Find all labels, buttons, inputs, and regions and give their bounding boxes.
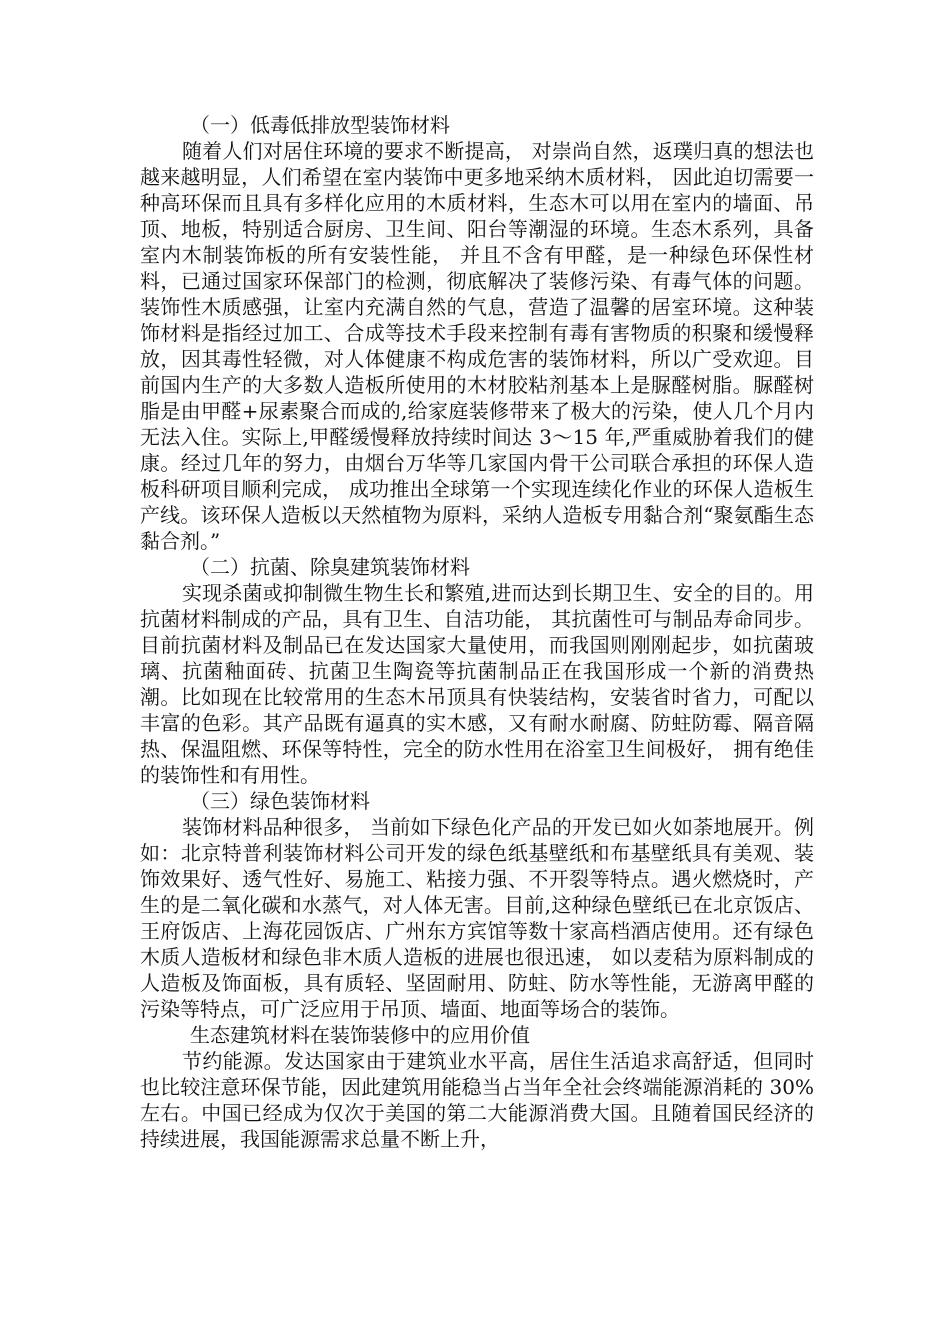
section-paragraph-1: 随着人们对居住环境的要求不断提高， 对崇尚自然，返璞归真的想法也越来越明显，人们希望在室内装饰中更多地采纳木质材料， 因此迫切需要一种高环保而且具有多样化应用的木质材料，生态木可以用在室内的墙面、吊顶、地板，特别适合厨房、卫生间、阳台等潮湿的环境。生态木系列，具备室内木制装饰板的所有安装性能， 并且不含有甲醛，是一种绿色环保性材料，已通过国家环保部门的检测，彻底解决了装修污染、有毒气体的问题。装饰性木质感强，让室内充满自然的气息，营造了温馨的居室环境。这种装饰材料是指经过加工、合成等技术手段来控制有毒有害物质的积聚和缓慢释放，因其毒性轻微，对人体健康不构成危害的装饰材料，所以广受欢迎。目前国内生产的大多数人造板所使用的木材胶粘剂基本上是脲醛树脂。脲醛树脂是由甲醛+尿素聚合而成的,给家庭装修带来了极大的污染，使人几个月内无法入住。实际上,甲醛缓慢释放持续时间达 3～15 年,严重威胁着我们的健康。经过几年的努力，由烟台万华等几家国内骨干公司联合承担的环保人造板科研项目顺利完成， 成功推出全球第一个实现连续化作业的环保人造板生产线。该环保人造板以天然植物为原料，采纳人造板专用黏合剂“聚氨酯生态黏合剂。”: [140, 139, 814, 553]
section-paragraph-3: 装饰材料品种很多， 当前如下绿色化产品的开发已如火如荼地展开。例如：北京特普利装饰材料公司开发的绿色纸基壁纸和布基壁纸具有美观、装饰效果好、透气性好、易施工、粘接力强、不开裂等特点。遇火燃烧时，产生的是二氧化碳和水蒸气，对人体无害。目前,这种绿色壁纸已在北京饭店、王府饭店、上海花园饭店、广州东方宾馆等数十家高档酒店使用。还有绿色木质人造板材和绿色非木质人造板的进展也很迅速， 如以麦秸为原料制成的人造板及饰面板，具有质轻、坚固耐用、防蛀、防水等性能，无游离甲醛的污染等特点，可广泛应用于吊顶、墙面、地面等场合的装饰。: [140, 815, 814, 1021]
section-heading-2: （二）抗菌、除臭建筑装饰材料: [190, 555, 470, 579]
section-heading-4: 生态建筑材料在装饰装修中的应用价值: [190, 1023, 530, 1047]
section-paragraph-2: 实现杀菌或抑制微生物生长和繁殖,进而达到长期卫生、安全的目的。用抗菌材料制成的产品，具有卫生、自洁功能， 其抗菌性可与制品寿命同步。目前抗菌材料及制品已在发达国家大量使用，而我国则刚刚起步，如抗菌玻璃、抗菌釉面砖、抗菌卫生陶瓷等抗菌制品正在我国形成一个新的消费热潮。比如现在比较常用的生态木吊顶具有快装结构，安装省时省力，可配以丰富的色彩。其产品既有逼真的实木感，又有耐水耐腐、防蛀防霉、隔音隔热、保温阻燃、环保等特性，完全的防水性用在浴室卫生间极好， 拥有绝佳的装饰性和有用性。: [140, 581, 814, 787]
section-heading-3: （三）绿色装饰材料: [190, 789, 370, 813]
section-paragraph-4: 节约能源。发达国家由于建筑业水平高，居住生活追求高舒适，但同时也比较注意环保节能，因此建筑用能稳当占当年全社会终端能源消耗的 30%左右。中国已经成为仅次于美国的第二大能源消费大国。且随着国民经济的持续进展，我国能源需求总量不断上升，: [140, 1049, 814, 1151]
document-page: [140, 112, 814, 1152]
section-heading-1: （一）低毒低排放型装饰材料: [190, 113, 450, 137]
